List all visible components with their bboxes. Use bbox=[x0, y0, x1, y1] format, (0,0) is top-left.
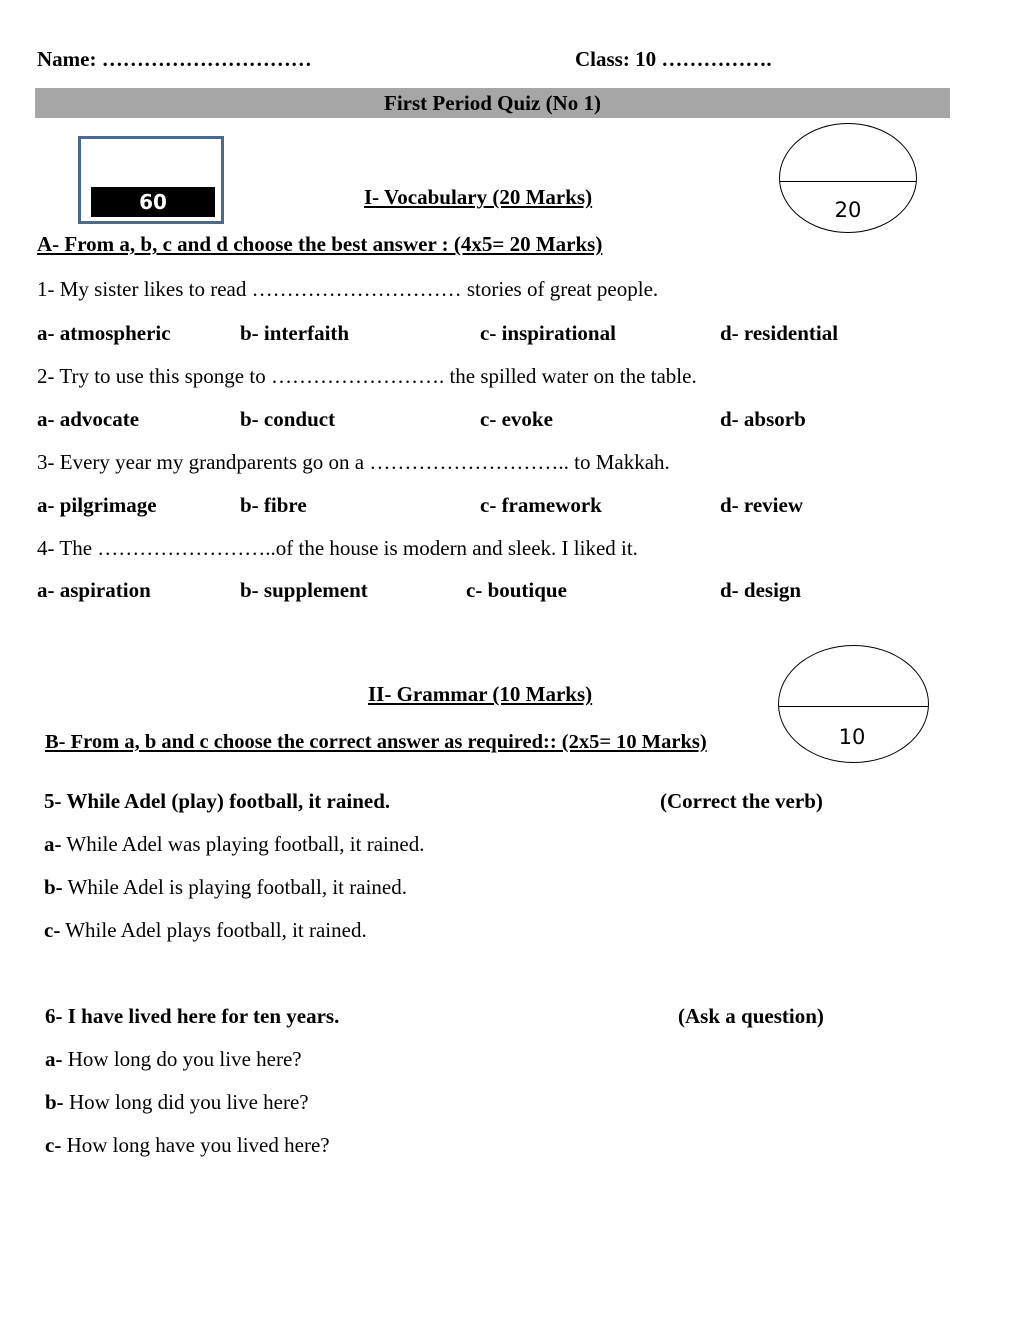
grammar-instruction: B- From a, b and c choose the correct answer as required:: (2x5= 10 Marks) bbox=[45, 731, 707, 753]
quiz-title: First Period Quiz (No 1) bbox=[384, 91, 601, 115]
option-text: While Adel is playing football, it rained. bbox=[62, 875, 407, 899]
option-c[interactable]: c- framework bbox=[480, 493, 602, 517]
option-b[interactable]: b- supplement bbox=[240, 578, 368, 602]
option-a[interactable]: a- atmospheric bbox=[37, 321, 171, 345]
option-d[interactable]: d- design bbox=[720, 578, 802, 602]
question-stem: 2- Try to use this sponge to ……………………. the spilled water on the table. bbox=[37, 364, 697, 388]
question-stem: 1- My sister likes to read ………………………… stories of great people. bbox=[37, 277, 659, 301]
name-field[interactable]: Name: ………………………… bbox=[37, 47, 312, 71]
option-a[interactable] bbox=[45, 1047, 302, 1072]
quiz-title-bar bbox=[35, 88, 950, 118]
option-d[interactable]: d- absorb bbox=[720, 407, 806, 431]
vocabulary-mark-circle bbox=[779, 123, 917, 233]
circle-divider bbox=[779, 706, 928, 707]
option-d[interactable]: d- residential bbox=[720, 321, 839, 345]
vocabulary-mark: 20 bbox=[834, 198, 862, 222]
option-c[interactable]: c- boutique bbox=[466, 578, 567, 602]
option-a[interactable]: a- aspiration bbox=[37, 578, 151, 602]
grammar-mark: 10 bbox=[838, 725, 866, 749]
option-c[interactable] bbox=[44, 918, 367, 943]
option-b[interactable]: b- conduct bbox=[240, 407, 336, 431]
option-a[interactable]: a- advocate bbox=[37, 407, 140, 431]
question-task: (Ask a question) bbox=[678, 1004, 824, 1028]
question-stem: 5- While Adel (play) football, it rained. bbox=[44, 789, 391, 813]
option-a[interactable]: a- pilgrimage bbox=[37, 493, 157, 517]
option-c[interactable]: c- inspirational bbox=[480, 321, 616, 345]
option-a[interactable] bbox=[44, 832, 424, 857]
option-text: How long did you live here? bbox=[63, 1090, 309, 1114]
option-letter: b- bbox=[44, 875, 63, 899]
option-text: While Adel was playing football, it rained. bbox=[61, 832, 425, 856]
question-stem: 4- The ……………………..of the house is modern and sleek. I liked it. bbox=[37, 536, 638, 560]
option-letter: a- bbox=[45, 1047, 63, 1071]
option-text: How long do you live here? bbox=[62, 1047, 302, 1071]
option-text: How long have you lived here? bbox=[61, 1133, 330, 1157]
option-b[interactable]: b- fibre bbox=[240, 493, 307, 517]
total-score: 60 bbox=[91, 187, 215, 217]
option-c[interactable]: c- evoke bbox=[480, 407, 553, 431]
option-letter: b- bbox=[45, 1090, 64, 1114]
option-letter: c- bbox=[45, 1133, 62, 1157]
option-b[interactable] bbox=[44, 875, 407, 900]
vocabulary-heading: I- Vocabulary (20 Marks) bbox=[364, 185, 593, 209]
question-stem: 3- Every year my grandparents go on a ……………………….. to Makkah. bbox=[37, 450, 670, 474]
option-b[interactable]: b- interfaith bbox=[240, 321, 350, 345]
question-stem: 6- I have lived here for ten years. bbox=[45, 1004, 340, 1028]
option-letter: a- bbox=[44, 832, 62, 856]
option-c[interactable] bbox=[45, 1133, 330, 1158]
grammar-mark-circle bbox=[778, 645, 929, 763]
option-b[interactable] bbox=[45, 1090, 309, 1115]
option-d[interactable]: d- review bbox=[720, 493, 804, 517]
total-score-box bbox=[78, 136, 224, 224]
circle-divider bbox=[780, 181, 916, 182]
option-letter: c- bbox=[44, 918, 61, 942]
question-task: (Correct the verb) bbox=[660, 789, 823, 813]
class-field[interactable]: Class: 10 ……………. bbox=[575, 47, 772, 71]
grammar-heading: II- Grammar (10 Marks) bbox=[368, 682, 593, 706]
vocabulary-instruction: A- From a, b, c and d choose the best answer : (4x5= 20 Marks) bbox=[37, 232, 603, 256]
option-text: While Adel plays football, it rained. bbox=[60, 918, 367, 942]
